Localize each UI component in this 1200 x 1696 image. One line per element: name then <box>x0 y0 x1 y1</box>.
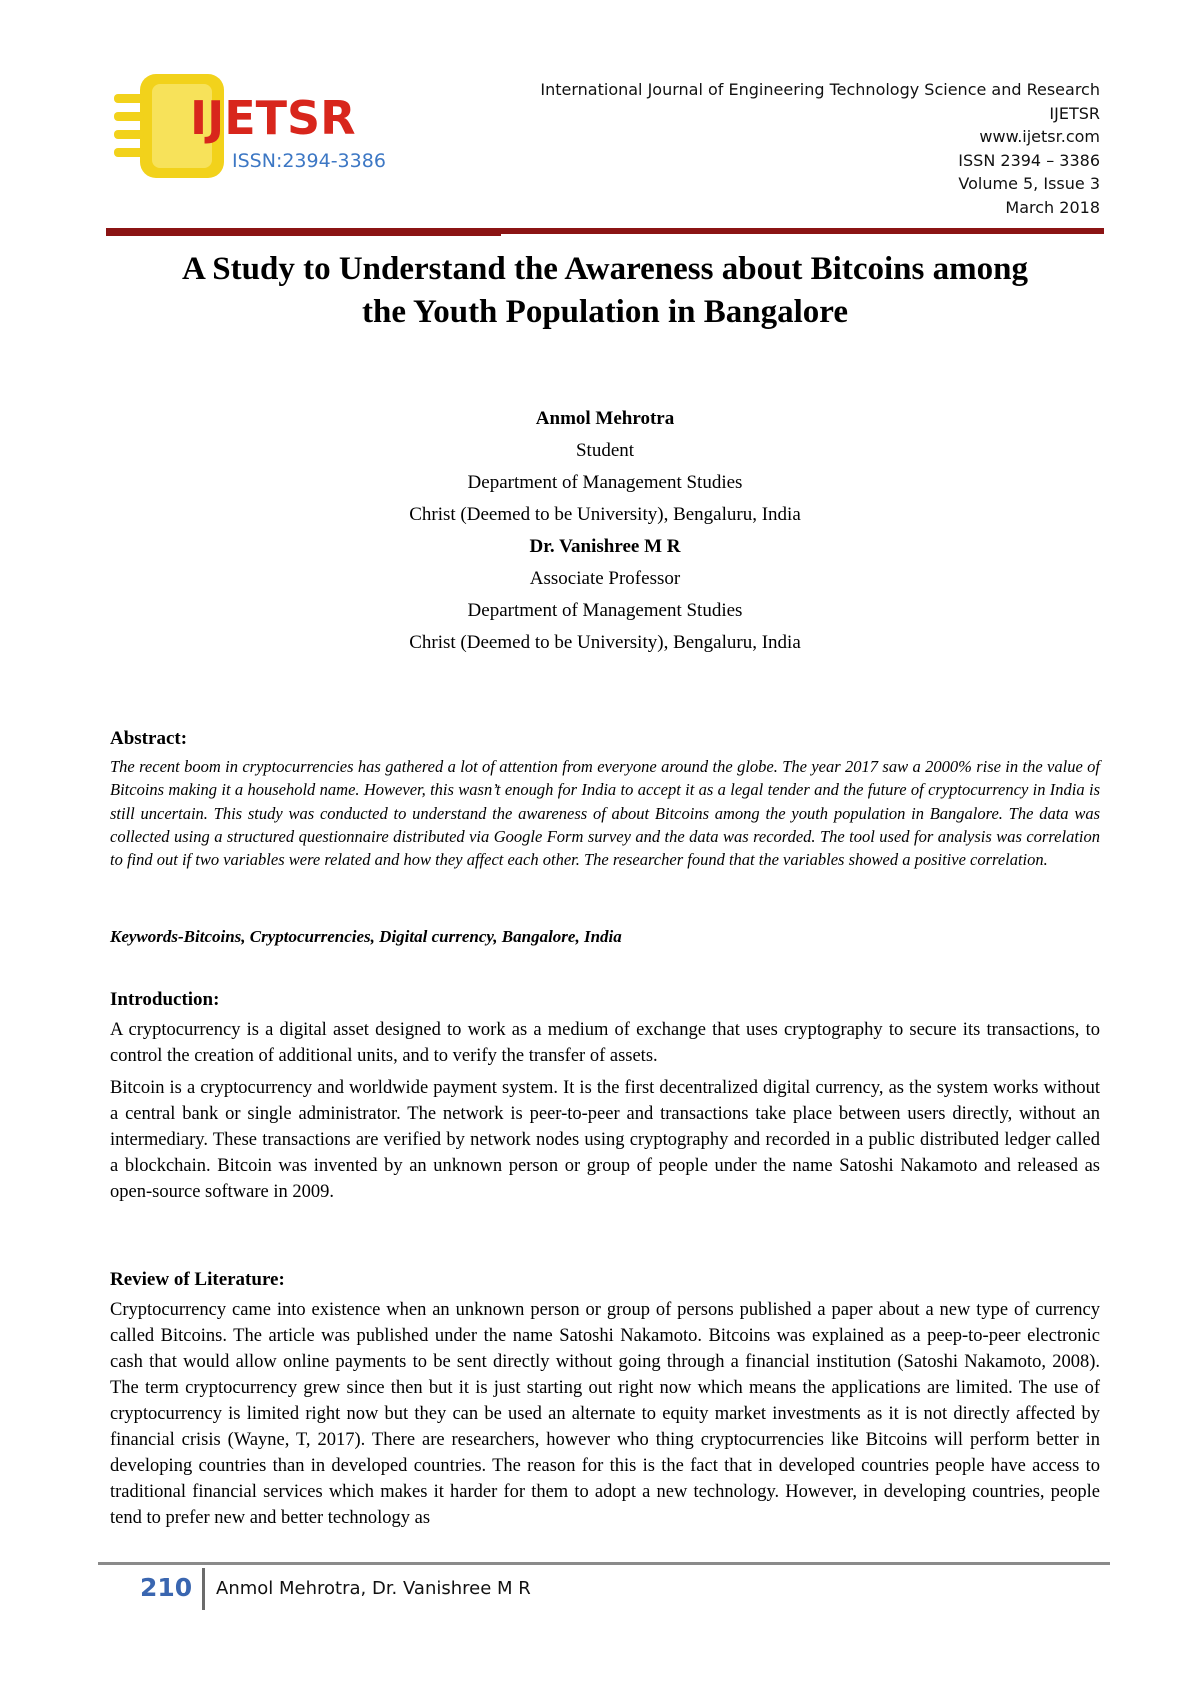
review-heading: Review of Literature: <box>110 1269 285 1290</box>
author-2-institution: Christ (Deemed to be University), Bengaluru, India <box>409 632 801 653</box>
journal-date: March 2018 <box>1005 197 1100 217</box>
title-line-2: the Youth Population in Bangalore <box>362 294 848 330</box>
footer-rule <box>98 1562 1110 1565</box>
review-paragraph-1: Cryptocurrency came into existence when an unknown person or group of persons published a paper about a new type of currency called Bitcoins. The article was published under the name Satoshi Nakamoto. Bitcoins was explained as a peep-to-peer electronic cash that would allow online payments to be sent directly without going through a financial institution (Satoshi Nakamoto, 2008). The term cryptocurrency grew since then but it is just starting out right now which means the applications are limited. The use of cryptocurrency is limited right now but they can be used an alternate to equity market investments as it is not directly affected by financial crisis (Wayne, T, 2017). There are researchers, however who thing cryptocurrencies like Bitcoins will perform better in developing countries than in developed countries. The reason for this is the fact that in developed countries people have access to traditional financial services which makes it harder for them to adopt a new technology. However, in developing countries, people tend to prefer new and better technology as <box>110 1300 1100 1528</box>
logo-wordmark: IJETSR <box>190 91 356 145</box>
paper-title <box>110 248 1100 334</box>
author-1-institution: Christ (Deemed to be University), Bengaluru, India <box>409 504 801 525</box>
title-line-1: A Study to Understand the Awareness about Bitcoins among <box>182 251 1028 287</box>
header-rule-accent <box>106 234 501 236</box>
journal-website: www.ijetsr.com <box>979 127 1100 146</box>
journal-info <box>460 78 1100 219</box>
author-1-department: Department of Management Studies <box>467 472 743 493</box>
keywords: Keywords-Bitcoins, Cryptocurrencies, Digital currency, Bangalore, India <box>110 927 622 946</box>
page-number: 210 <box>140 1573 193 1602</box>
journal-abbrev: IJETSR <box>1049 103 1100 123</box>
author-1-role: Student <box>575 440 635 461</box>
abstract-heading: Abstract: <box>110 728 188 749</box>
journal-logo <box>112 72 402 184</box>
footer-authors: Anmol Mehrotra, Dr. Vanishree M R <box>216 1578 531 1599</box>
abstract-text: The recent boom in cryptocurrencies has gathered a lot of attention from everyone around the globe. The year 2017 saw a 2000% rise in the value of Bitcoins making it a household name. However, this wasn’t enough for India to accept it as a legal tender and the future of cryptocurrency in India is still uncertain. This study was conducted to understand the awareness of about Bitcoins among the youth population in Bangalore. The data was collected using a structured questionnaire distributed via Google Form survey and the data was recorded. The tool used for analysis was correlation to find out if two variables were related and how they affect each other. The researcher found that the variables showed a positive correlation. <box>110 757 1100 870</box>
introduction-paragraph-2: Bitcoin is a cryptocurrency and worldwide payment system. It is the first decentralized digital currency, as the system works without a central bank or single administrator. The network is peer-to-peer and transactions take place between users directly, without an intermediary. These transactions are verified by network nodes using cryptography and recorded in a public distributed ledger called a blockchain. Bitcoin was invented by an unknown person or group of people under the name Satoshi Nakamoto and released as open-source software in 2009. <box>110 1078 1100 1202</box>
journal-name: International Journal of Engineering Technology Science and Research <box>540 80 1100 99</box>
introduction-paragraph-1: A cryptocurrency is a digital asset designed to work as a medium of exchange that uses cryptography to secure its transactions, to control the creation of additional units, and to verify the transfer of assets. <box>110 1020 1100 1066</box>
introduction-heading: Introduction: <box>110 989 220 1010</box>
author-2-role: Associate Professor <box>529 568 681 589</box>
author-1-name: Anmol Mehrotra <box>535 408 675 429</box>
footer-divider <box>202 1568 205 1610</box>
author-2-department: Department of Management Studies <box>467 600 743 621</box>
logo-issn: ISSN:2394-3386 <box>232 150 386 172</box>
author-block <box>110 403 1100 659</box>
journal-issn: ISSN 2394 – 3386 <box>958 150 1100 170</box>
author-2-name: Dr. Vanishree M R <box>529 536 681 557</box>
journal-volume: Volume 5, Issue 3 <box>958 174 1100 193</box>
